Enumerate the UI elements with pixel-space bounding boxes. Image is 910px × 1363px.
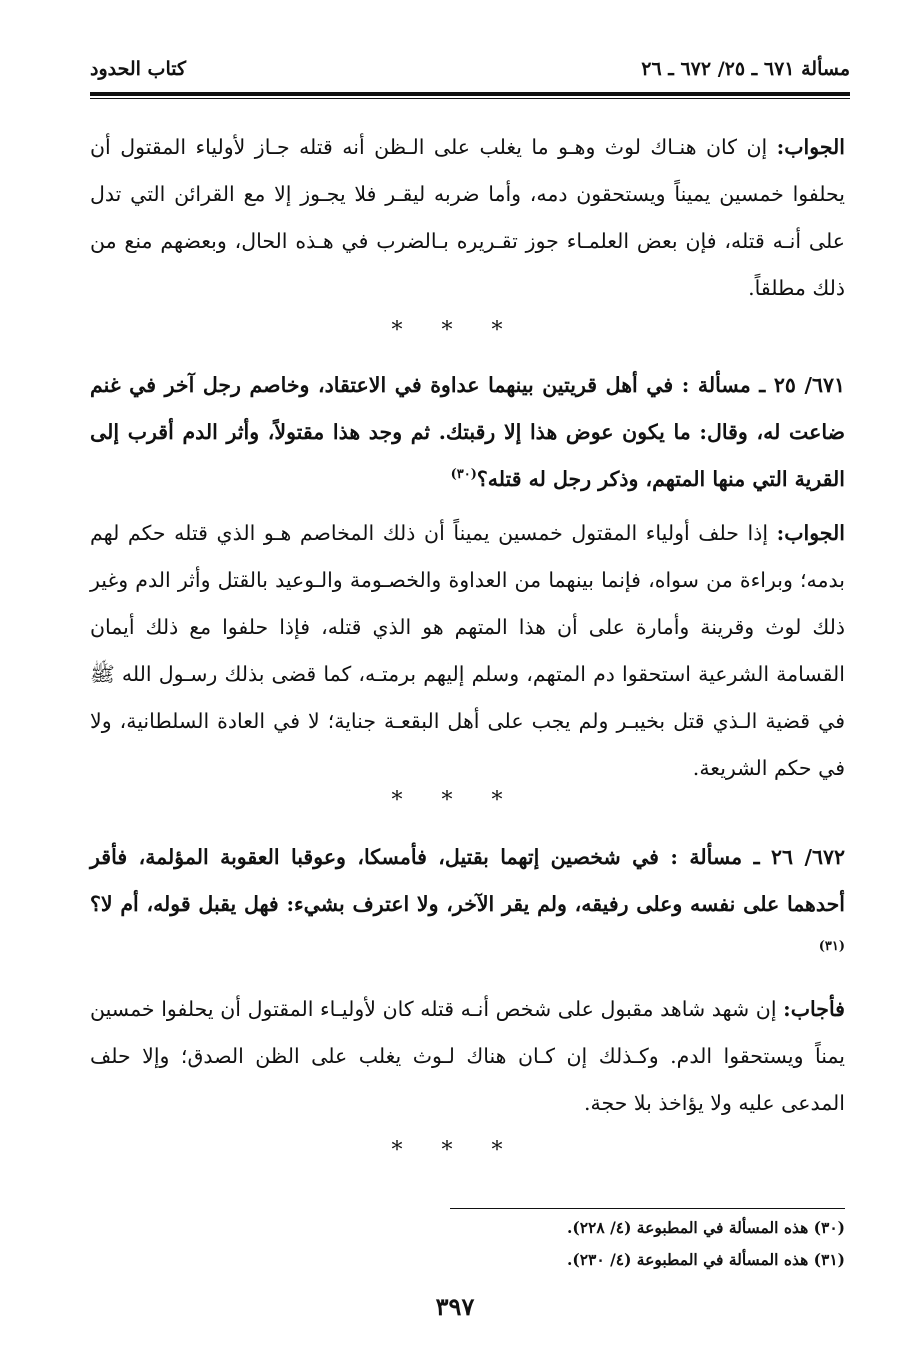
- running-header: [90, 52, 850, 88]
- question-text: في أهل قريتين بينهما عداوة في الاعتقاد، وخاصم رجل آخر في غنم ضاعت له، وقال: ما يكون عوض هذا إلا رقبتك. ثم وجد هذا مقتولاً، وأثر الدم أقرب إلى القرية التي منها المتهم، وذكر رجل له قتله؟: [90, 373, 845, 491]
- question-671: [90, 362, 845, 503]
- question-label: ٦٧١/ ٢٥ ـ مسألة :: [681, 373, 846, 397]
- header-rule-thin: [90, 98, 850, 99]
- question-label: ٦٧٢/ ٢٦ ـ مسألة :: [670, 845, 846, 869]
- section-separator: * * *: [391, 318, 519, 343]
- footnote-30: (٣٠) هذه المسألة في المطبوعة (٤/ ٢٢٨).: [566, 1218, 845, 1237]
- answer-label: فأجاب:: [783, 997, 845, 1021]
- answer-paragraph-671: [90, 510, 845, 792]
- footnote-31: (٣١) هذه المسألة في المطبوعة (٤/ ٢٣٠).: [566, 1250, 845, 1269]
- answer-text: إذا حلف أولياء المقتول خمسين يميناً أن ذلك المخاصم هـو الذي قتله حكم لهم بدمه؛ وبراءة من سواه، فإنما بينهما من العداوة والخصـومة والـوعيد بالقتل وأثر الدم وغير ذلك لوث وقرينة وأمارة على أن هذا المتهم هو الذي قتله، فإذا حلفوا مع ذلك أيمان القسامة الشرعية استحقوا دم المتهم، وسلم إليهم برمتـه، كما قضى بذلك رسـول الله ﷺ في قضية الـذي قتل بخيبـر ولم يجب على أهل البقعـة جناية؛ لا في العادة السلطانية، ولا في حكم الشريعة.: [90, 521, 845, 780]
- section-title: مسألة ٦٧١ ـ ٢٥/ ٦٧٢ ـ ٢٦: [641, 58, 850, 80]
- answer-paragraph-672: [90, 986, 845, 1127]
- book-title: كتاب الحدود: [90, 58, 187, 80]
- footnote-rule: [450, 1208, 845, 1209]
- answer-text: إن كان هنـاك لوث وهـو ما يغلب على الـظن أنه قتله جـاز لأولياء المقتول أن يحلفوا خمسين يميناً ويستحقون دمه، وأما ضربه ليقـر فلا يجـوز إلا مع القرائن التي تدل على أنـه قتله، فإن بعض العلمـاء جوز تقـريره بـالضرب في هـذه الحال، وبعضهم منع من ذلك مطلقاً.: [90, 135, 845, 300]
- page-number: ٣٩٧: [435, 1292, 475, 1321]
- answer-text: إن شهد شاهد مقبول على شخص أنـه قتله كان لأوليـاء المقتول أن يحلفوا خمسين يمناً ويستحقوا الدم. وكـذلك إن كـان هناك لـوث يغلب على الظن الصدق؛ وإلا حلف المدعى عليه ولا يؤاخذ بلا حجة.: [90, 997, 845, 1115]
- section-separator: * * *: [391, 1138, 519, 1163]
- footnote-ref-31: (٣١): [818, 939, 845, 955]
- answer-paragraph-prev: [90, 124, 845, 312]
- section-separator: * * *: [391, 788, 519, 813]
- answer-label: الجواب:: [776, 135, 845, 159]
- question-672: [90, 834, 845, 975]
- header-rule-thick: [90, 92, 850, 96]
- answer-label: الجواب:: [776, 521, 845, 545]
- footnote-ref-30: (٣٠): [450, 467, 477, 483]
- question-text: في شخصين إتهما بقتيل، فأمسكا، وعوقبا العقوبة المؤلمة، فأقر أحدهما على نفسه وعلى رفيقه، ولم يقر الآخر، ولا اعترف بشيء: فهل يقبل قوله، أم لا؟: [90, 845, 845, 916]
